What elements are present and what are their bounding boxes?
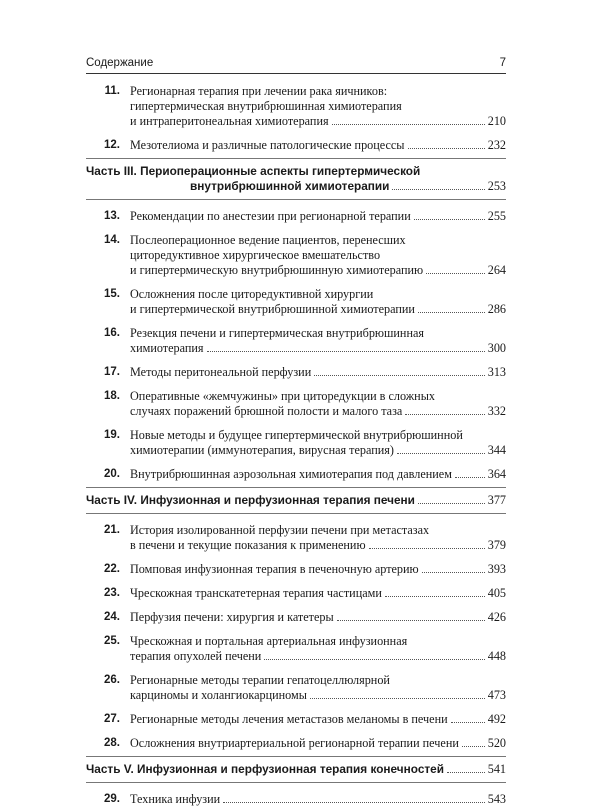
page-ref: 541 bbox=[487, 762, 506, 776]
chapter-number: 23. bbox=[104, 587, 120, 599]
chapter-title-line bbox=[130, 114, 506, 129]
toc-part-heading[interactable] bbox=[86, 164, 506, 194]
header-rule bbox=[86, 73, 506, 74]
chapter-title-line bbox=[130, 736, 506, 751]
chapter-title-line bbox=[130, 326, 506, 341]
dot-leader bbox=[310, 688, 485, 699]
page-ref: 232 bbox=[487, 138, 506, 152]
page-ref: 264 bbox=[487, 263, 506, 277]
page-ref: 473 bbox=[487, 688, 506, 702]
toc-entry[interactable] bbox=[86, 138, 506, 153]
toc-entry[interactable] bbox=[86, 586, 506, 601]
chapter-title bbox=[130, 467, 506, 482]
chapter-title-text: Оперативные «жемчужины» при циторедукции в сложных bbox=[130, 389, 435, 403]
dot-leader bbox=[332, 114, 485, 125]
chapter-title-line bbox=[130, 649, 506, 664]
chapter-title-text: химиотерапии (иммунотерапия, вирусная терапия) bbox=[130, 443, 394, 457]
chapter-title-text: циторедуктивное хирургическое вмешательство bbox=[130, 248, 381, 262]
dot-leader bbox=[462, 736, 485, 747]
chapter-title-line bbox=[130, 365, 506, 380]
page-ref: 405 bbox=[487, 586, 506, 600]
dot-leader bbox=[418, 302, 485, 313]
page-ref: 332 bbox=[487, 404, 506, 418]
toc-entry[interactable] bbox=[86, 523, 506, 553]
chapter-title-text: Перфузия печени: хирургия и катетеры bbox=[130, 610, 334, 624]
part-title-line bbox=[86, 493, 506, 508]
chapter-title-line bbox=[130, 138, 506, 153]
page-ref: 286 bbox=[487, 302, 506, 316]
chapter-title bbox=[130, 610, 506, 625]
chapter-title-text: карциномы и холангиокарциномы bbox=[130, 688, 307, 702]
chapter-title-text: Осложнения после циторедуктивной хирургии bbox=[130, 287, 374, 301]
chapter-title bbox=[130, 233, 506, 278]
chapter-number: 12. bbox=[104, 139, 120, 151]
toc-entry[interactable] bbox=[86, 233, 506, 278]
chapter-title-text: Резекция печени и гипертермическая внутрибрюшинная bbox=[130, 326, 424, 340]
chapter-title bbox=[130, 389, 506, 419]
chapter-title-text: История изолированной перфузии печени при метастазах bbox=[130, 523, 430, 537]
dot-leader bbox=[414, 209, 485, 220]
chapter-title-line bbox=[130, 233, 506, 248]
chapter-number: 22. bbox=[104, 563, 120, 575]
chapter-title-text: гипертермическая внутрибрюшинная химиотерапия bbox=[130, 99, 402, 113]
toc-entry[interactable] bbox=[86, 673, 506, 703]
toc-entry[interactable] bbox=[86, 562, 506, 577]
chapter-title-line bbox=[130, 688, 506, 703]
page-ref: 543 bbox=[487, 792, 506, 806]
chapter-number: 11. bbox=[104, 85, 120, 97]
chapter-number: 17. bbox=[104, 366, 120, 378]
chapter-title-line bbox=[130, 404, 506, 419]
toc-entry[interactable] bbox=[86, 712, 506, 727]
chapter-title bbox=[130, 365, 506, 380]
chapter-number: 20. bbox=[104, 468, 120, 480]
chapter-title bbox=[130, 326, 506, 356]
chapter-title-line bbox=[130, 263, 506, 278]
running-head bbox=[86, 57, 506, 69]
chapter-title bbox=[130, 523, 506, 553]
page-ref: 492 bbox=[487, 712, 506, 726]
chapter-title-text: Послеоперационное ведение пациентов, перенесших bbox=[130, 233, 406, 247]
toc-entry[interactable] bbox=[86, 467, 506, 482]
toc-part-heading[interactable] bbox=[86, 493, 506, 508]
toc-entry[interactable] bbox=[86, 84, 506, 129]
part-title-line bbox=[86, 164, 506, 179]
chapter-title-text: Рекомендации по анестезии при регионарной терапии bbox=[130, 209, 411, 223]
chapter-title-line bbox=[130, 634, 506, 649]
chapter-title-text: Новые методы и будущее гипертермической внутрибрюшинной bbox=[130, 428, 463, 442]
chapter-title-line bbox=[130, 538, 506, 553]
chapter-title-text: Регионарные методы лечения метастазов меланомы в печени bbox=[130, 712, 448, 726]
dot-leader bbox=[455, 467, 485, 478]
chapter-title bbox=[130, 586, 506, 601]
toc-part-heading[interactable] bbox=[86, 762, 506, 777]
part-title-text: внутрибрюшинной химиотерапии bbox=[190, 179, 390, 193]
chapter-title-line bbox=[130, 209, 506, 224]
toc-entry[interactable] bbox=[86, 389, 506, 419]
page-ref: 448 bbox=[487, 649, 506, 663]
page-ref: 313 bbox=[487, 365, 506, 379]
running-head-title: Содержание bbox=[86, 57, 154, 69]
dot-leader bbox=[418, 493, 485, 504]
chapter-title-line bbox=[130, 712, 506, 727]
chapter-title-text: терапия опухолей печени bbox=[130, 649, 262, 663]
dot-leader bbox=[369, 538, 485, 549]
chapter-number: 14. bbox=[104, 234, 120, 246]
toc-entry[interactable] bbox=[86, 365, 506, 380]
chapter-number: 15. bbox=[104, 288, 120, 300]
chapter-title-text: и гипертермической внутрибрюшинной химиотерапии bbox=[130, 302, 415, 316]
chapter-title-line bbox=[130, 302, 506, 317]
chapter-title-line bbox=[130, 610, 506, 625]
chapter-number: 13. bbox=[104, 210, 120, 222]
chapter-number: 28. bbox=[104, 737, 120, 749]
dot-leader bbox=[337, 610, 485, 621]
page-ref: 255 bbox=[487, 209, 506, 223]
part-title-text: Часть IV. Инфузионная и перфузионная терапия печени bbox=[86, 493, 415, 507]
chapter-number: 18. bbox=[104, 390, 120, 402]
dot-leader bbox=[314, 365, 484, 376]
chapter-title-line bbox=[130, 467, 506, 482]
chapter-title-text: и интраперитонеальная химиотерапия bbox=[130, 114, 329, 128]
page-ref: 344 bbox=[487, 443, 506, 457]
chapter-title bbox=[130, 792, 506, 807]
chapter-title-text: Помповая инфузионная терапия в печеночную артерию bbox=[130, 562, 419, 576]
chapter-title-line bbox=[130, 523, 506, 538]
chapter-title-line bbox=[130, 341, 506, 356]
chapter-title-line bbox=[130, 428, 506, 443]
chapter-title-text: Чрескожная транскатетерная терапия частицами bbox=[130, 586, 382, 600]
chapter-title-line bbox=[130, 562, 506, 577]
dot-leader bbox=[392, 179, 484, 190]
chapter-number: 16. bbox=[104, 327, 120, 339]
toc-entry[interactable] bbox=[86, 287, 506, 317]
page-ref: 377 bbox=[487, 493, 506, 507]
chapter-title-line bbox=[130, 99, 506, 114]
chapter-title-text: химиотерапия bbox=[130, 341, 204, 355]
chapter-number: 25. bbox=[104, 635, 120, 647]
page-number: 7 bbox=[499, 57, 506, 69]
toc-entry[interactable] bbox=[86, 736, 506, 751]
chapter-title bbox=[130, 428, 506, 458]
chapter-title-text: в печени и текущие показания к применению bbox=[130, 538, 366, 552]
toc-entry[interactable] bbox=[86, 634, 506, 664]
toc-entry[interactable] bbox=[86, 792, 506, 807]
chapter-number: 24. bbox=[104, 611, 120, 623]
dot-leader bbox=[264, 649, 484, 660]
chapter-title bbox=[130, 287, 506, 317]
part-title-text: Часть V. Инфузионная и перфузионная терапия конечностей bbox=[86, 762, 444, 776]
chapter-title-line bbox=[130, 443, 506, 458]
part-title-line bbox=[86, 179, 506, 194]
chapter-title bbox=[130, 673, 506, 703]
table-of-contents bbox=[86, 84, 506, 807]
page-ref: 253 bbox=[487, 179, 506, 193]
page-ref: 426 bbox=[487, 610, 506, 624]
page-ref: 520 bbox=[487, 736, 506, 750]
page-ref: 364 bbox=[487, 467, 506, 481]
chapter-title-text: Внутрибрюшинная аэрозольная химиотерапия под давлением bbox=[130, 467, 452, 481]
page-ref: 379 bbox=[487, 538, 506, 552]
chapter-title-text: Мезотелиома и различные патологические процессы bbox=[130, 138, 405, 152]
dot-leader bbox=[426, 263, 485, 274]
toc-entry[interactable] bbox=[86, 610, 506, 625]
toc-entry[interactable] bbox=[86, 428, 506, 458]
chapter-title-text: Техника инфузии bbox=[130, 792, 221, 806]
chapter-number: 26. bbox=[104, 674, 120, 686]
chapter-title-text: Методы перитонеальной перфузии bbox=[130, 365, 312, 379]
page-ref: 300 bbox=[487, 341, 506, 355]
toc-entry[interactable] bbox=[86, 209, 506, 224]
chapter-title-line bbox=[130, 673, 506, 688]
chapter-title-text: Осложнения внутриартериальной регионарной терапии печени bbox=[130, 736, 459, 750]
chapter-title-text: случаях поражений брюшной полости и малого таза bbox=[130, 404, 403, 418]
chapter-title bbox=[130, 138, 506, 153]
part-title-line bbox=[86, 762, 506, 777]
chapter-title-line bbox=[130, 586, 506, 601]
toc-entry[interactable] bbox=[86, 326, 506, 356]
chapter-title bbox=[130, 209, 506, 224]
chapter-number: 21. bbox=[104, 524, 120, 536]
dot-leader bbox=[405, 404, 484, 415]
dot-leader bbox=[422, 562, 485, 573]
chapter-title bbox=[130, 562, 506, 577]
chapter-number: 19. bbox=[104, 429, 120, 441]
dot-leader bbox=[207, 341, 485, 352]
chapter-title bbox=[130, 634, 506, 664]
part-title-text: Часть III. Периоперационные аспекты гипертермической bbox=[86, 164, 421, 178]
chapter-title-line bbox=[130, 792, 506, 807]
page-ref: 393 bbox=[487, 562, 506, 576]
dot-leader bbox=[223, 792, 485, 803]
chapter-title-line bbox=[130, 389, 506, 404]
chapter-title bbox=[130, 84, 506, 129]
chapter-title-text: и гипертермическую внутрибрюшинную химиотерапию bbox=[130, 263, 424, 277]
chapter-title bbox=[130, 712, 506, 727]
chapter-title-line bbox=[130, 287, 506, 302]
chapter-number: 27. bbox=[104, 713, 120, 725]
chapter-number: 29. bbox=[104, 793, 120, 805]
dot-leader bbox=[408, 138, 485, 149]
dot-leader bbox=[397, 443, 485, 454]
chapter-title-text: Чрескожная и портальная артериальная инфузионная bbox=[130, 634, 408, 648]
chapter-title-text: Регионарная терапия при лечении рака яичников: bbox=[130, 84, 388, 98]
dot-leader bbox=[451, 712, 485, 723]
dot-leader bbox=[447, 762, 485, 773]
chapter-title-text: Регионарные методы терапии гепатоцеллюлярной bbox=[130, 673, 390, 687]
chapter-title bbox=[130, 736, 506, 751]
chapter-title-line bbox=[130, 84, 506, 99]
chapter-title-line bbox=[130, 248, 506, 263]
page-ref: 210 bbox=[487, 114, 506, 128]
dot-leader bbox=[385, 586, 485, 597]
